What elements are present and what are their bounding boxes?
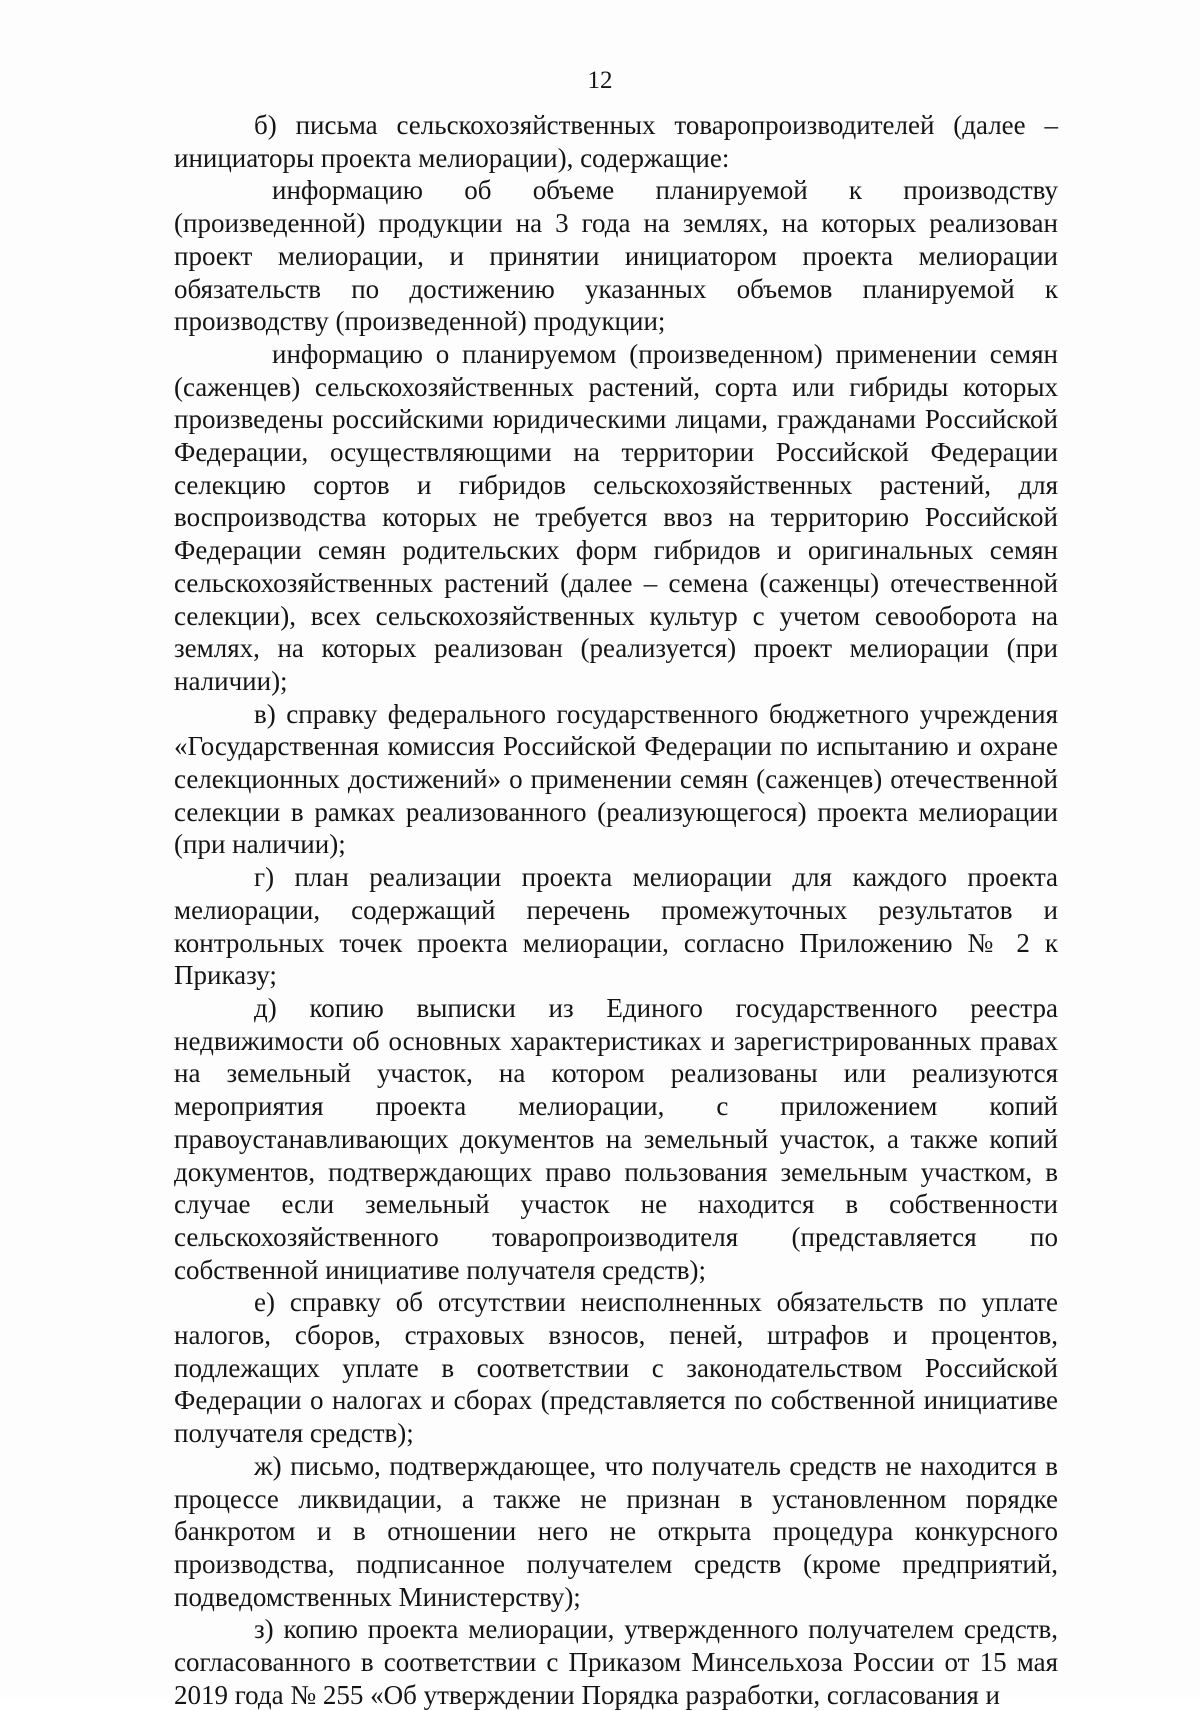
paragraph-seeds-info: информацию о планируемом (произведенном) применении семян (саженцев) сельскохозяйственных растений, сорта или гибриды которых произведены российскими юридическими лицами, гражданами Российской Федерации, осуществляющими на территории Российской Федерации селекцию сортов и гибридов сельскохозяйственных растений, для воспроизводства которых не требуется ввоз на территорию Российской Федерации семян родительских форм гибридов и оригинальных семян сельскохозяйственных растений (далее – семена (саженцы) отечественной селекции), всех сельскохозяйственных культур с учетом севооборота на землях, на которых реализован (реализуется) проект мелиорации (при наличии); <box>174 338 1058 696</box>
paragraph-production-info: информацию об объеме планируемой к производству (произведенной) продукции на 3 года на землях, на которых реализован проект мелиорации, и принятии инициатором проекта мелиорации обязательств по достижению указанных объемов планируемой к производству (произведенной) продукции; <box>174 175 1058 337</box>
paragraph-zh: ж) письмо, подтверждающее, что получатель средств не находится в процессе ликвидации, а также не признан в установленном порядке банкротом и в отношении него не открыта процедура конкурсного производства, подписанное получателем средств (кроме предприятий, подведомственных Министерству); <box>174 1450 1058 1612</box>
paragraph-d: д) копию выписки из Единого государственного реестра недвижимости об основных характеристиках и зарегистрированных правах на земельный участок, на котором реализованы или реализуются мероприятия проекта мелиорации, с приложением копий правоустанавливающих документов на земельный участок, а также копий документов, подтверждающих право пользования земельным участком, в случае если земельный участок не находится в собственности сельскохозяйственного товаропроизводителя (представляется по собственной инициативе получателя средств); <box>174 992 1058 1285</box>
document-body <box>174 109 1058 1711</box>
page-number: 12 <box>587 67 613 94</box>
paragraph-g: г) план реализации проекта мелиорации для каждого проекта мелиорации, содержащий перечень промежуточных результатов и контрольных точек проекта мелиорации, согласно Приложению № 2 к Приказу; <box>174 862 1058 991</box>
paragraph-e: е) справку об отсутствии неисполненных обязательств по уплате налогов, сборов, страховых взносов, пеней, штрафов и процентов, подлежащих уплате в соответствии с законодательством Российской Федерации о налогах и сборах (представляется по собственной инициативе получателя средств); <box>174 1287 1058 1449</box>
paragraph-v: в) справку федерального государственного бюджетного учреждения «Государственная комиссия Российской Федерации по испытанию и охране селекционных достижений» о применении семян (саженцев) отечественной селекции в рамках реализованного (реализующегося) проекта мелиорации (при наличии); <box>174 698 1058 860</box>
paragraph-z: з) копию проекта мелиорации, утвержденного получателем средств, согласованного в соответствии с Приказом Минсельхоза России от 15 мая 2019 года № 255 «Об утверждении Порядка разработки, согласования и <box>174 1614 1058 1710</box>
paragraph-b: б) письма сельскохозяйственных товаропроизводителей (далее – инициаторы проекта мелиорации), содержащие: <box>174 110 1058 173</box>
